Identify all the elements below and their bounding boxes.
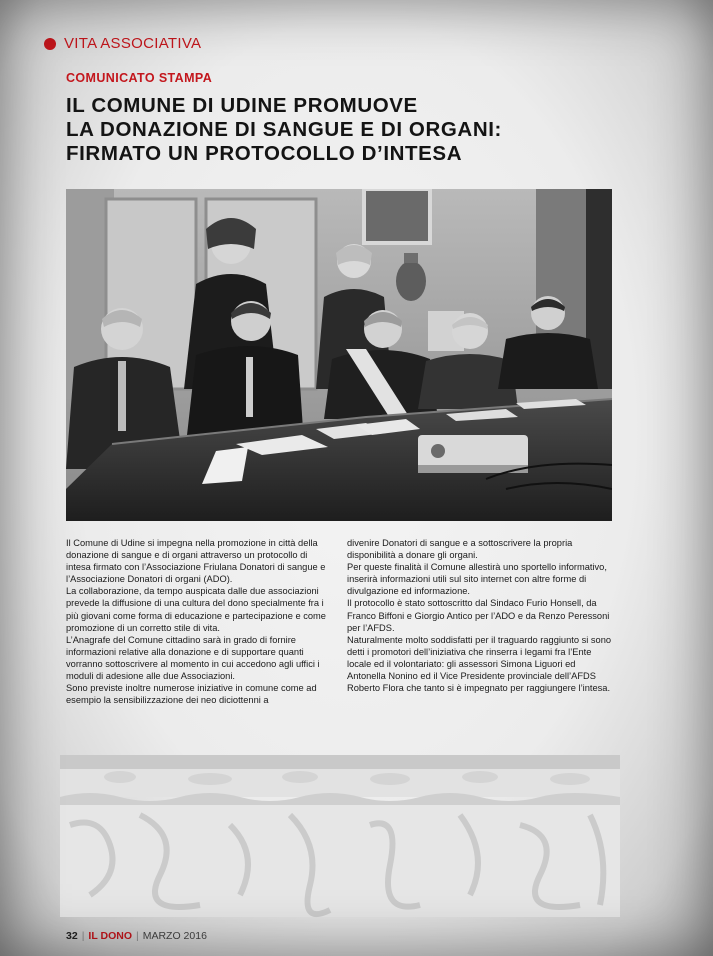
group-photo-image: [66, 189, 612, 521]
article-column-left: [66, 537, 334, 706]
magazine-name: IL DONO: [88, 930, 132, 942]
issue-date: MARZO 2016: [142, 930, 207, 942]
paragraph: divenire Donatori di sangue e a sottoscrivere la propria disponibilità a donare gli organi.: [347, 538, 573, 561]
paragraph: Il protocollo è stato sottoscritto dal Sindaco Furio Honsell, da Franco Biffoni e Giorgio Antico per l’ADO e da Renzo Peressoni per l’AFDS.: [347, 598, 610, 633]
paragraph: Il Comune di Udine si impegna nella promozione in città della donazione di sangue e di organi attraverso un protocollo di intesa firmato con l’Associazione Friulana Donatori di sangue e l’Associazione Donatori di organi (ADO).: [66, 538, 326, 585]
paragraph: La collaborazione, da tempo auspicata dalle due associazioni prevede la diffusione di una cultura del dono specialmente fra i più giovani come forma di educazione e partecipazione e come promozione di un corretto stile di vita.: [66, 586, 326, 633]
page-footer: [66, 930, 207, 942]
section-label: VITA ASSOCIATIVA: [64, 35, 202, 52]
article-column-right: [347, 537, 615, 694]
article-photo: [66, 189, 612, 521]
section-bullet-icon: [44, 38, 56, 50]
article-kicker: COMUNICATO STAMPA: [66, 71, 213, 85]
page-number: 32: [66, 930, 78, 942]
paragraph: L’Anagrafe del Comune cittadino sarà in grado di fornire informazioni relative alla donazione e di supportare quanti vorranno sottoscrivere al momento in cui accedono agli uffici i moduli di adesione alle due Associazioni.: [66, 634, 320, 682]
paragraph: Per queste finalità il Comune allestirà uno sportello informativo, inserirà informazioni utili sul sito internet con altre forme di divulgazione ed informazione.: [347, 562, 607, 597]
footer-separator: |: [81, 930, 85, 942]
section-tag: [44, 35, 201, 52]
article-headline: IL COMUNE DI UDINE PROMUOVE LA DONAZIONE DI SANGUE E DI ORGANI: FIRMATO UN PROTOCOLLO D’INTESA: [66, 94, 502, 165]
footer-separator: |: [135, 930, 139, 942]
decorative-pattern: [60, 755, 620, 920]
paragraph: Naturalmente molto soddisfatti per il traguardo raggiunto si sono detti i promotori dell’iniziativa che rinserra i legami fra l’Ente locale ed il volontariato: gli assessori Simona Liguori ed Antonella Nonino ed il Vice Presidente provinciale dell’AFDS Roberto Flora che tanto si è impegnato per raggiungere l’intesa.: [347, 634, 612, 694]
paragraph: Sono previste inoltre numerose iniziative in comune come ad esempio la sensibilizzazione dei neo diciottenni a: [66, 683, 317, 706]
